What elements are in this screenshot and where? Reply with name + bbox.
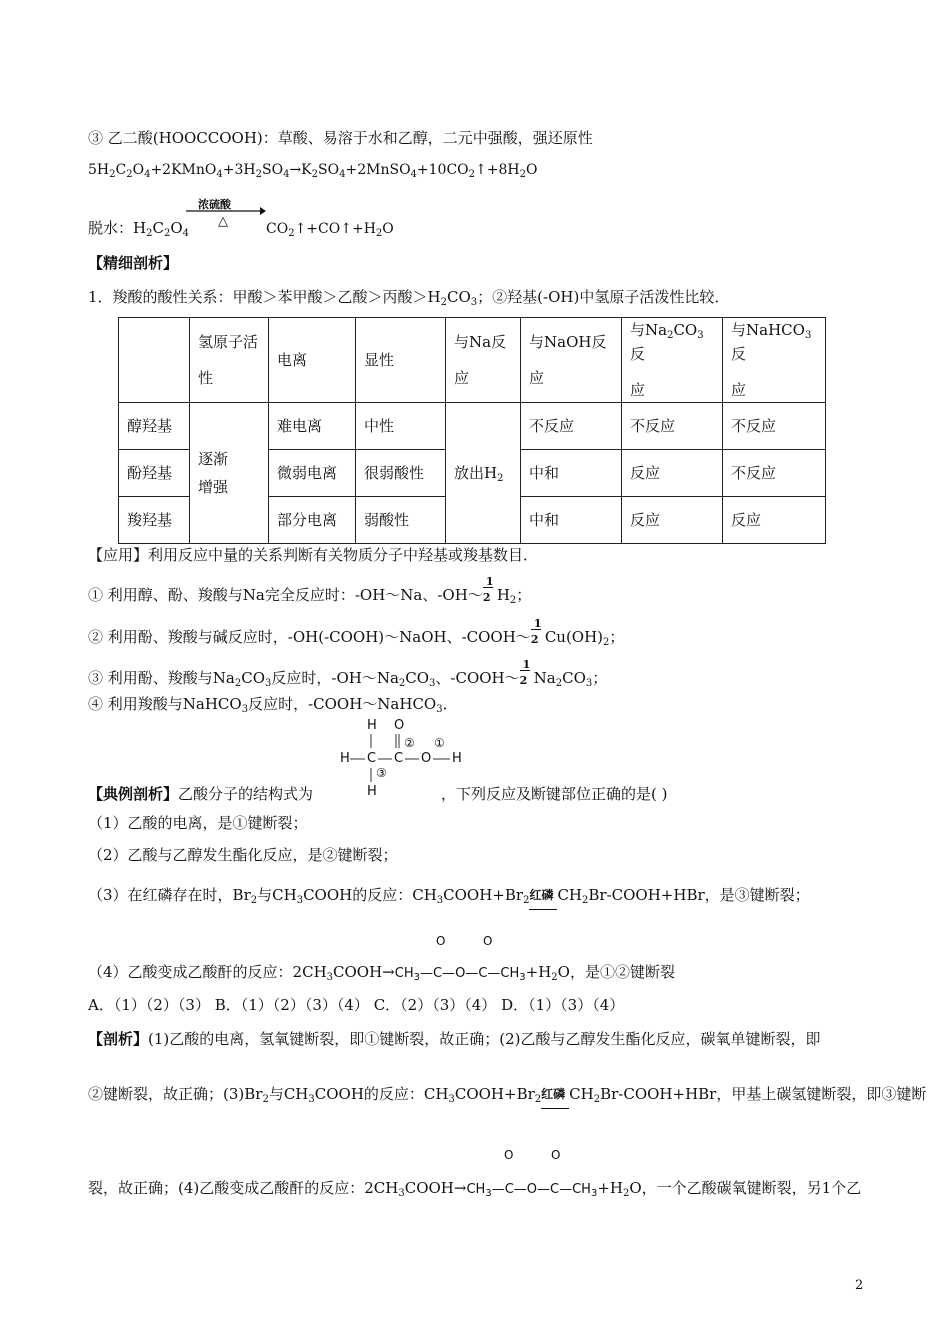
row-naoh: 中和 (521, 497, 622, 544)
table-header-na: 与Na反 应 (446, 318, 521, 403)
atom-h: H (452, 751, 462, 766)
row-naoh: 中和 (521, 450, 622, 497)
dehydration-line: 脱水：$H_2C_2O_4$ (88, 219, 190, 239)
table-header-nahco3: 与NaHCO$_3$反 应 (723, 318, 826, 403)
table-header-ionization: 电离 (269, 318, 356, 403)
row-naoh: 不反应 (521, 403, 622, 450)
carbonyl-o: O (504, 1148, 514, 1162)
na-reaction-cell: 放出$H_2$ (446, 403, 521, 544)
heat-label: △ (218, 214, 228, 229)
bond-label-3: ③ (376, 766, 387, 780)
atom-h: H (367, 784, 377, 799)
row-na2co3: 反应 (622, 497, 723, 544)
line-oxalic-acid: ③ 乙二酸(HOOCCOOH)：草酸、易溶于水和乙醇，二元中强酸，强还原性 (88, 129, 593, 147)
anhydride-structure: $CH_3—C—O—C—CH_3$ (394, 966, 526, 983)
table-row (119, 403, 826, 450)
row-name: 醇羟基 (119, 403, 190, 450)
fraction-half: $\frac{1}{2}$ (519, 658, 531, 687)
row-ionization: 部分电离 (269, 497, 356, 544)
acidity-order: 1．羧酸的酸性关系：甲酸＞苯甲酸＞乙酸＞丙酸$>H_2CO_3$；②羟基(-OH)中氢原子活泼性比较． (88, 288, 730, 308)
comparison-table (118, 317, 826, 544)
row-acidity: 很弱酸性 (356, 450, 446, 497)
trend-cell: 逐渐 增强 (190, 403, 269, 544)
application-item-1: ① 利用醇、酚、羧酸与Na完全反应时：-OH～Na、-OH～ $\frac{1}{2}$ $H_2$； (88, 575, 532, 606)
example-item-4: （4）乙酸变成乙酸酐的反应：$2CH_3COOH\to CH_3—C—O—C—CH_3+H_2O$，是①②键断裂 (88, 963, 675, 983)
example-item-3: （3）在红磷存在时，$Br_2$与$CH_3COOH$的反应：$CH_3COOH+Br_2$ 红磷 $CH_2Br-COOH+HBr$，是③键断裂； (88, 885, 810, 905)
dehydration-products: $CO_2↑+CO↑+H_2O$ (266, 221, 394, 239)
fraction-half: $\frac{1}{2}$ (482, 575, 494, 604)
table-header-acidity: 显性 (356, 318, 446, 403)
table-header-naoh: 与NaOH反 应 (521, 318, 622, 403)
row-na2co3: 反应 (622, 450, 723, 497)
atom-o: O (421, 751, 432, 766)
application-item-3: ③ 利用酚、羧酸与$Na_2CO_3$反应时，$-OH\sim Na_2CO_3$、-COOH～ $\frac{1}{2}$ $Na_2CO_3$； (88, 658, 608, 689)
atom-h: H (367, 718, 377, 733)
atom-c: C (394, 751, 404, 766)
row-name: 羧羟基 (119, 497, 190, 544)
atom-h: H (340, 751, 350, 766)
carbonyl-o: O (436, 934, 446, 948)
analysis-line-3: 裂，故正确；(4)乙酸变成乙酸酐的反应：$2CH_3COOH\to CH_3—C—O—C—CH_3+H_2O$，一个乙酸碳氧键断裂，另1个乙 (88, 1179, 862, 1199)
bond-label-1: ① (434, 736, 445, 750)
example-item-2: （2）乙酸与乙醇发生酯化反应，是②键断裂； (88, 846, 398, 864)
row-ionization: 微弱电离 (269, 450, 356, 497)
row-nahco3: 不反应 (723, 403, 826, 450)
table-header-activity: 氢原子活 性 (190, 318, 269, 403)
table-header-blank (119, 318, 190, 403)
row-name: 酚羟基 (119, 450, 190, 497)
catalyst-label: 浓硫酸 (198, 198, 231, 211)
fraction-half: $\frac{1}{2}$ (530, 617, 542, 646)
carbonyl-o: O (551, 1148, 561, 1162)
equation-permanganate: $5H_2C_2O_4+2KMnO_4+3H_2SO_4\to K_2SO_4+2MnSO_4+10CO_2↑+8H_2O$ (88, 162, 538, 180)
section-heading-analysis: 【精细剖析】 (88, 254, 179, 272)
bond-label-2: ② (404, 736, 415, 750)
page-number: 2 (855, 1278, 864, 1293)
row-acidity: 中性 (356, 403, 446, 450)
analysis-line-1: 【剖析】(1)乙酸的电离，氢氧键断裂，即①键断裂，故正确；(2)乙酸与乙醇发生酯化反应，碳氧单键断裂，即 (88, 1030, 821, 1048)
row-nahco3: 不反应 (723, 450, 826, 497)
application-item-2: ② 利用酚、羧酸与碱反应时，-OH(-COOH)～NaOH、-COOH～ $\frac{1}{2}$ $Cu(OH)_2$； (88, 617, 625, 648)
carbonyl-o: O (483, 934, 493, 948)
answer-options: A．（1）（2）（3） B．（1）（2）（3）（4） C．（2）（3）（4） D．（1）（3）（4） (88, 996, 625, 1014)
atom-c: C (367, 751, 377, 766)
table-header-na2co3: 与$Na_2CO_3$反 应 (622, 318, 723, 403)
row-ionization: 难电离 (269, 403, 356, 450)
row-na2co3: 不反应 (622, 403, 723, 450)
application-item-4: ④ 利用羧酸与NaHCO$_3$反应时，-COOH～NaHCO$_3$． (88, 695, 458, 715)
analysis-line-2: ②键断裂，故正确；$(3)Br_2$与$CH_3COOH$的反应：$CH_3COOH+Br_2$ 红磷 $CH_2Br-COOH+HBr$，甲基上碳氢键断裂，即③键断 (88, 1084, 926, 1104)
atom-o: O (394, 718, 405, 733)
row-nahco3: 反应 (723, 497, 826, 544)
application-heading: 【应用】利用反应中量的关系判断有关物质分子中羟基或羧基数目． (88, 546, 539, 564)
example-item-1: （1）乙酸的电离，是①键断裂； (88, 814, 308, 832)
example-question: 【典例剖析】乙酸分子的结构式为 ，下列反应及断键部位正确的是( ) (88, 785, 668, 803)
anhydride-structure: $CH_3—C—O—C—CH_3$ (466, 1182, 598, 1199)
row-acidity: 弱酸性 (356, 497, 446, 544)
